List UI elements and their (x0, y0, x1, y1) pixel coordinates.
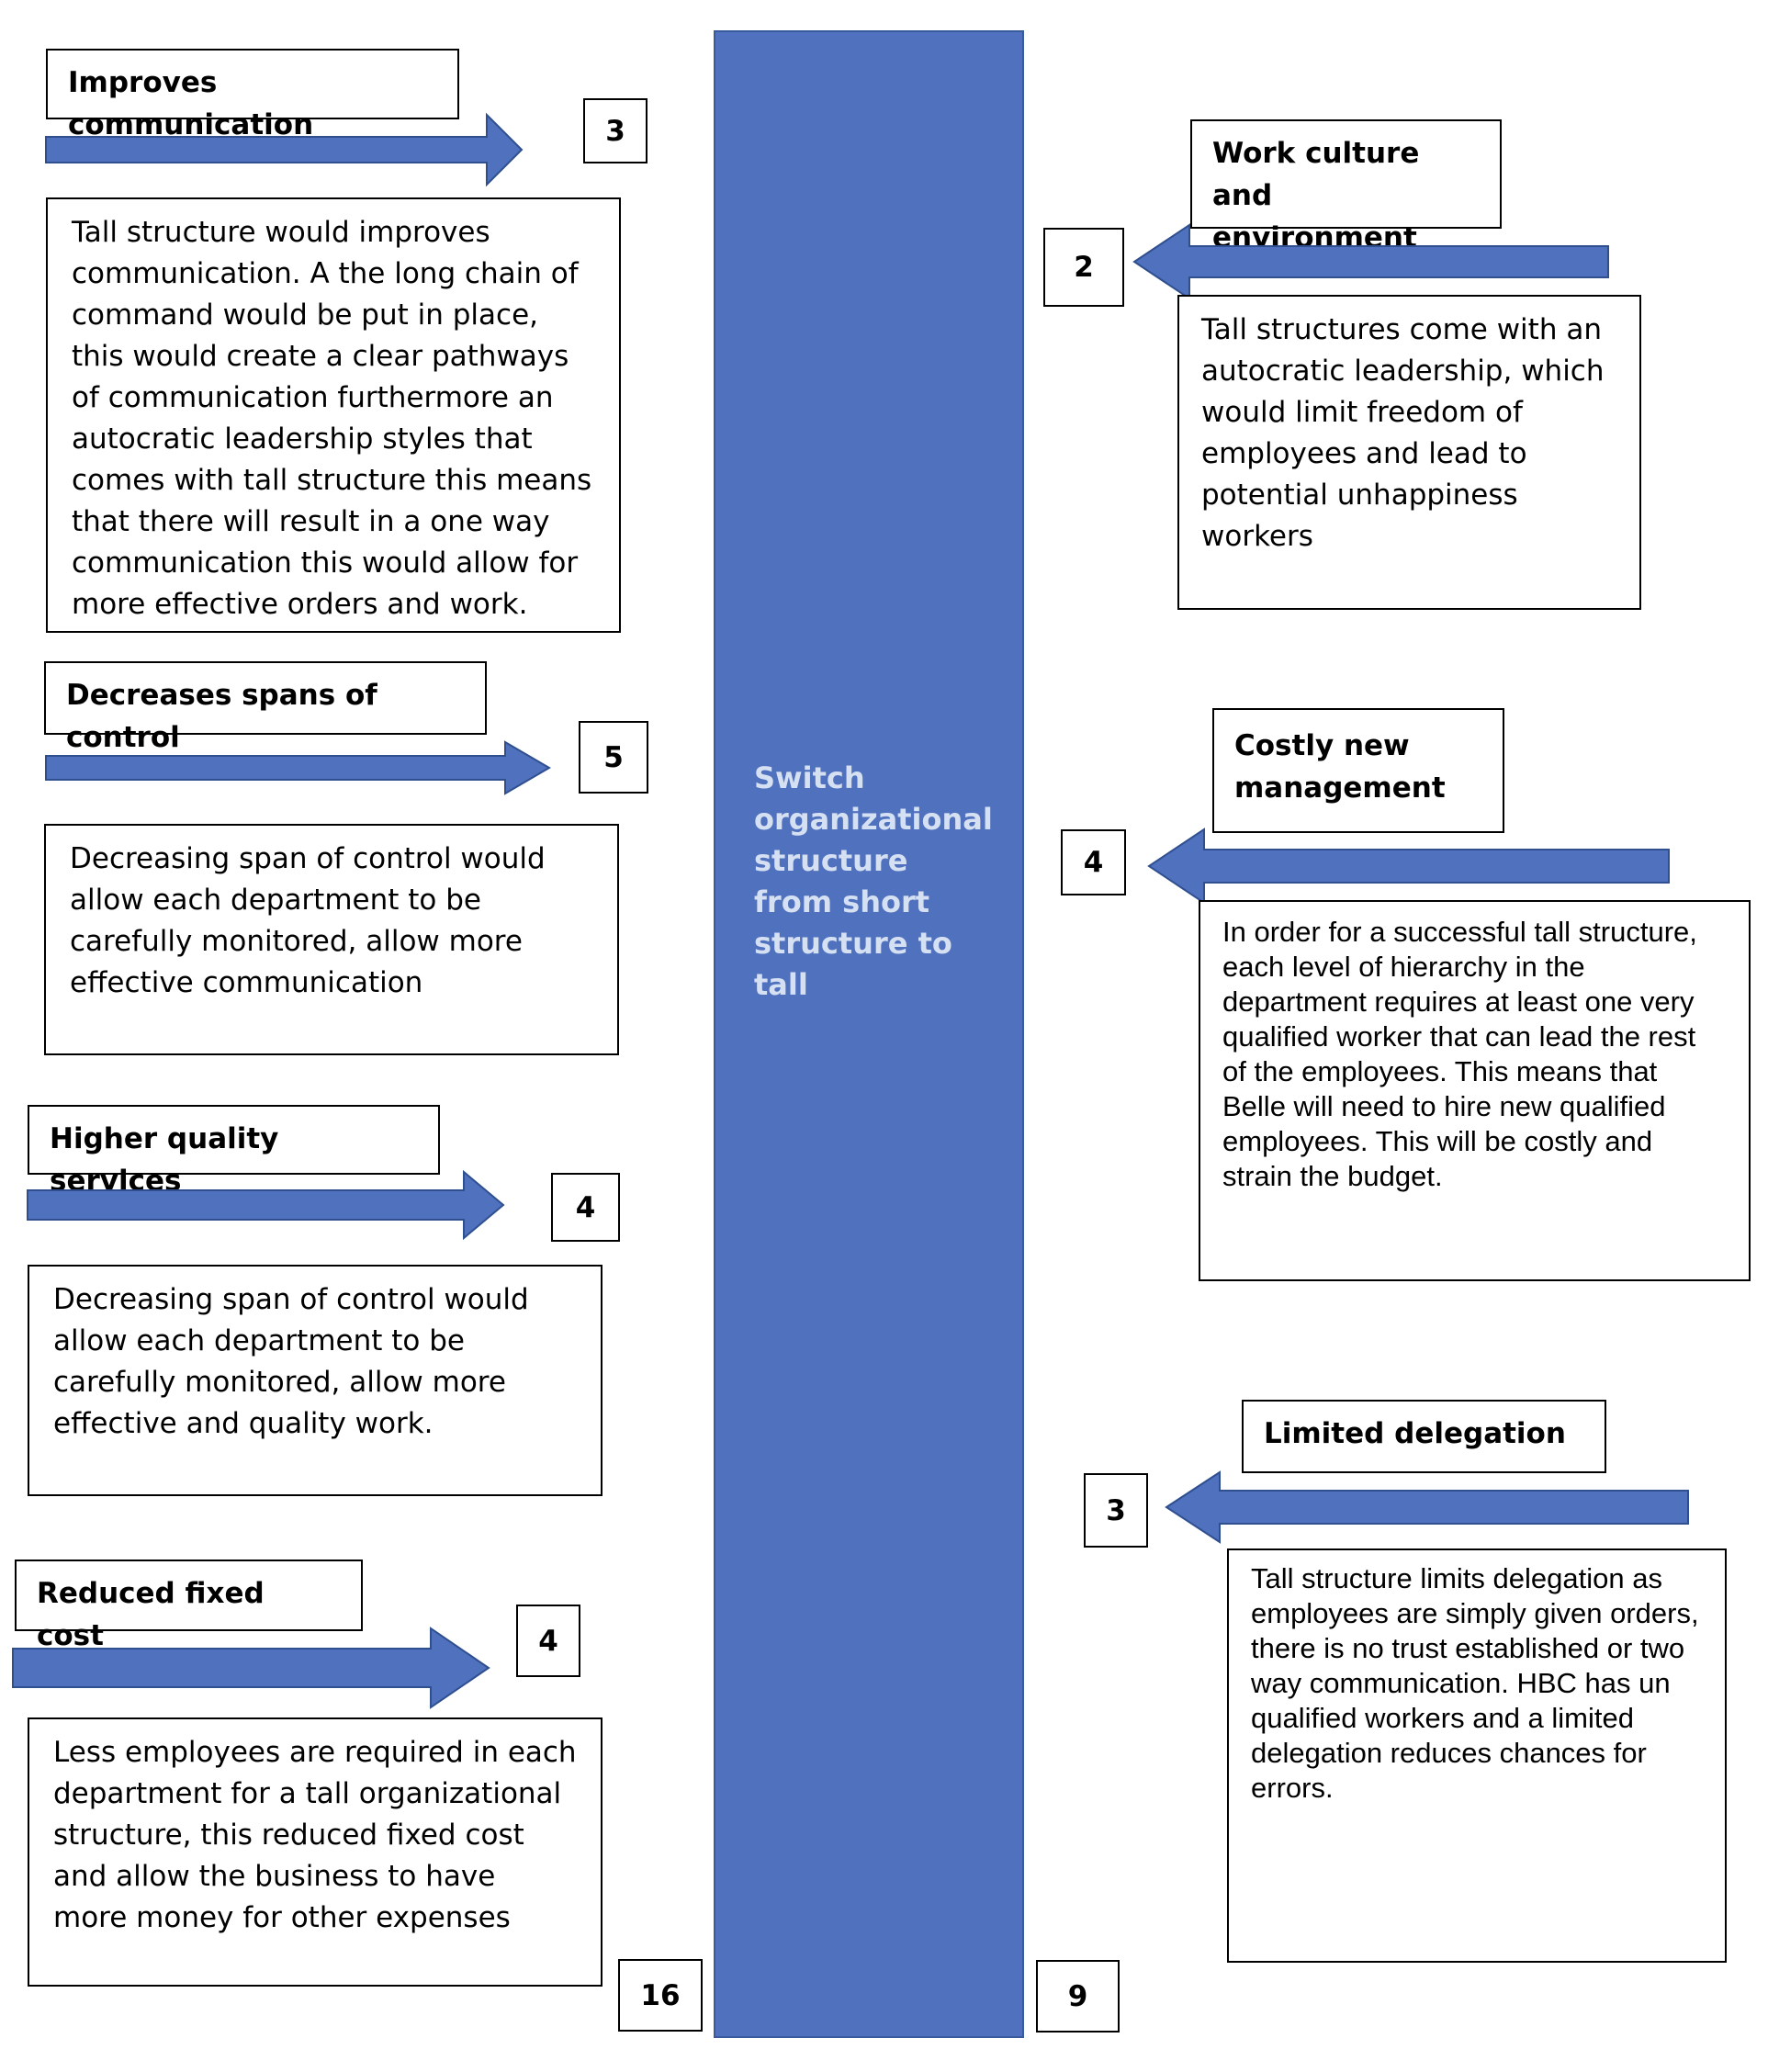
central-decision-label: Switch organizational structure from short structure to tall (754, 760, 993, 1002)
right-factor-3-score: 3 (1084, 1473, 1148, 1548)
right-factor-1-description: Tall structures come with an autocratic leadership, which would limit freedom of employees and lead to potential unhappiness workers (1177, 295, 1641, 610)
central-bar (714, 30, 1024, 2038)
right-factor-3-title: Limited delegation (1242, 1400, 1606, 1473)
left-factor-2-description: Decreasing span of control would allow each department to be carefully monitored, allow more effective communication (44, 824, 619, 1055)
right-factor-2-description: In order for a successful tall structure, each level of hierarchy in the department requires at least one very qualified worker that can lead the rest of the employees. This means that Belle will need to hire new qualified employees. This will be costly and strain the budget. (1199, 900, 1751, 1281)
left-factor-2-title: Decreases spans of control (44, 661, 487, 735)
left-factor-2-score: 5 (579, 721, 648, 794)
left-factor-4-arrow (13, 1628, 490, 1707)
right-factor-2-score: 4 (1061, 829, 1126, 895)
left-factor-3-score: 4 (551, 1173, 620, 1242)
left-total-score: 16 (618, 1959, 703, 2032)
right-factor-3-arrow (1165, 1472, 1690, 1542)
right-factor-2-title: Costly new management (1212, 708, 1504, 833)
right-factor-1-title: Work culture and environment (1190, 119, 1502, 229)
left-factor-4-title: Reduced fixed cost (15, 1560, 363, 1631)
left-factor-1-arrow (46, 115, 524, 185)
right-factor-1-arrow (1132, 225, 1610, 298)
left-factor-4-score: 4 (516, 1605, 580, 1677)
left-factor-4-description: Less employees are required in each department for a tall organizational structure, this reduced fixed cost and allow the business to have more money for other expenses (28, 1717, 602, 1987)
right-factor-3-description: Tall structure limits delegation as employees are simply given orders, there is no trust established or two way communication. HBC has un qualified workers and a limited delegation reduces chances for errors. (1227, 1548, 1727, 1963)
left-factor-1-score: 3 (583, 98, 648, 163)
left-factor-3-title: Higher quality services (28, 1105, 440, 1175)
left-factor-1-description: Tall structure would improves communication. A the long chain of command would be put in place, this would create a clear pathways of communication furthermore an autocratic leadership styles that comes with tall structure this means that there will result in a one way communication this would allow for more effective orders and work. (46, 197, 621, 633)
left-factor-3-description: Decreasing span of control would allow each department to be carefully monitored, allow more effective and quality work. (28, 1265, 602, 1496)
left-factor-3-arrow (28, 1172, 505, 1238)
left-factor-1-title: Improves communication (46, 49, 459, 119)
right-factor-2-arrow (1147, 829, 1671, 903)
right-total-score: 9 (1036, 1960, 1120, 2033)
left-factor-2-arrow (46, 742, 551, 794)
right-factor-1-score: 2 (1043, 228, 1124, 307)
